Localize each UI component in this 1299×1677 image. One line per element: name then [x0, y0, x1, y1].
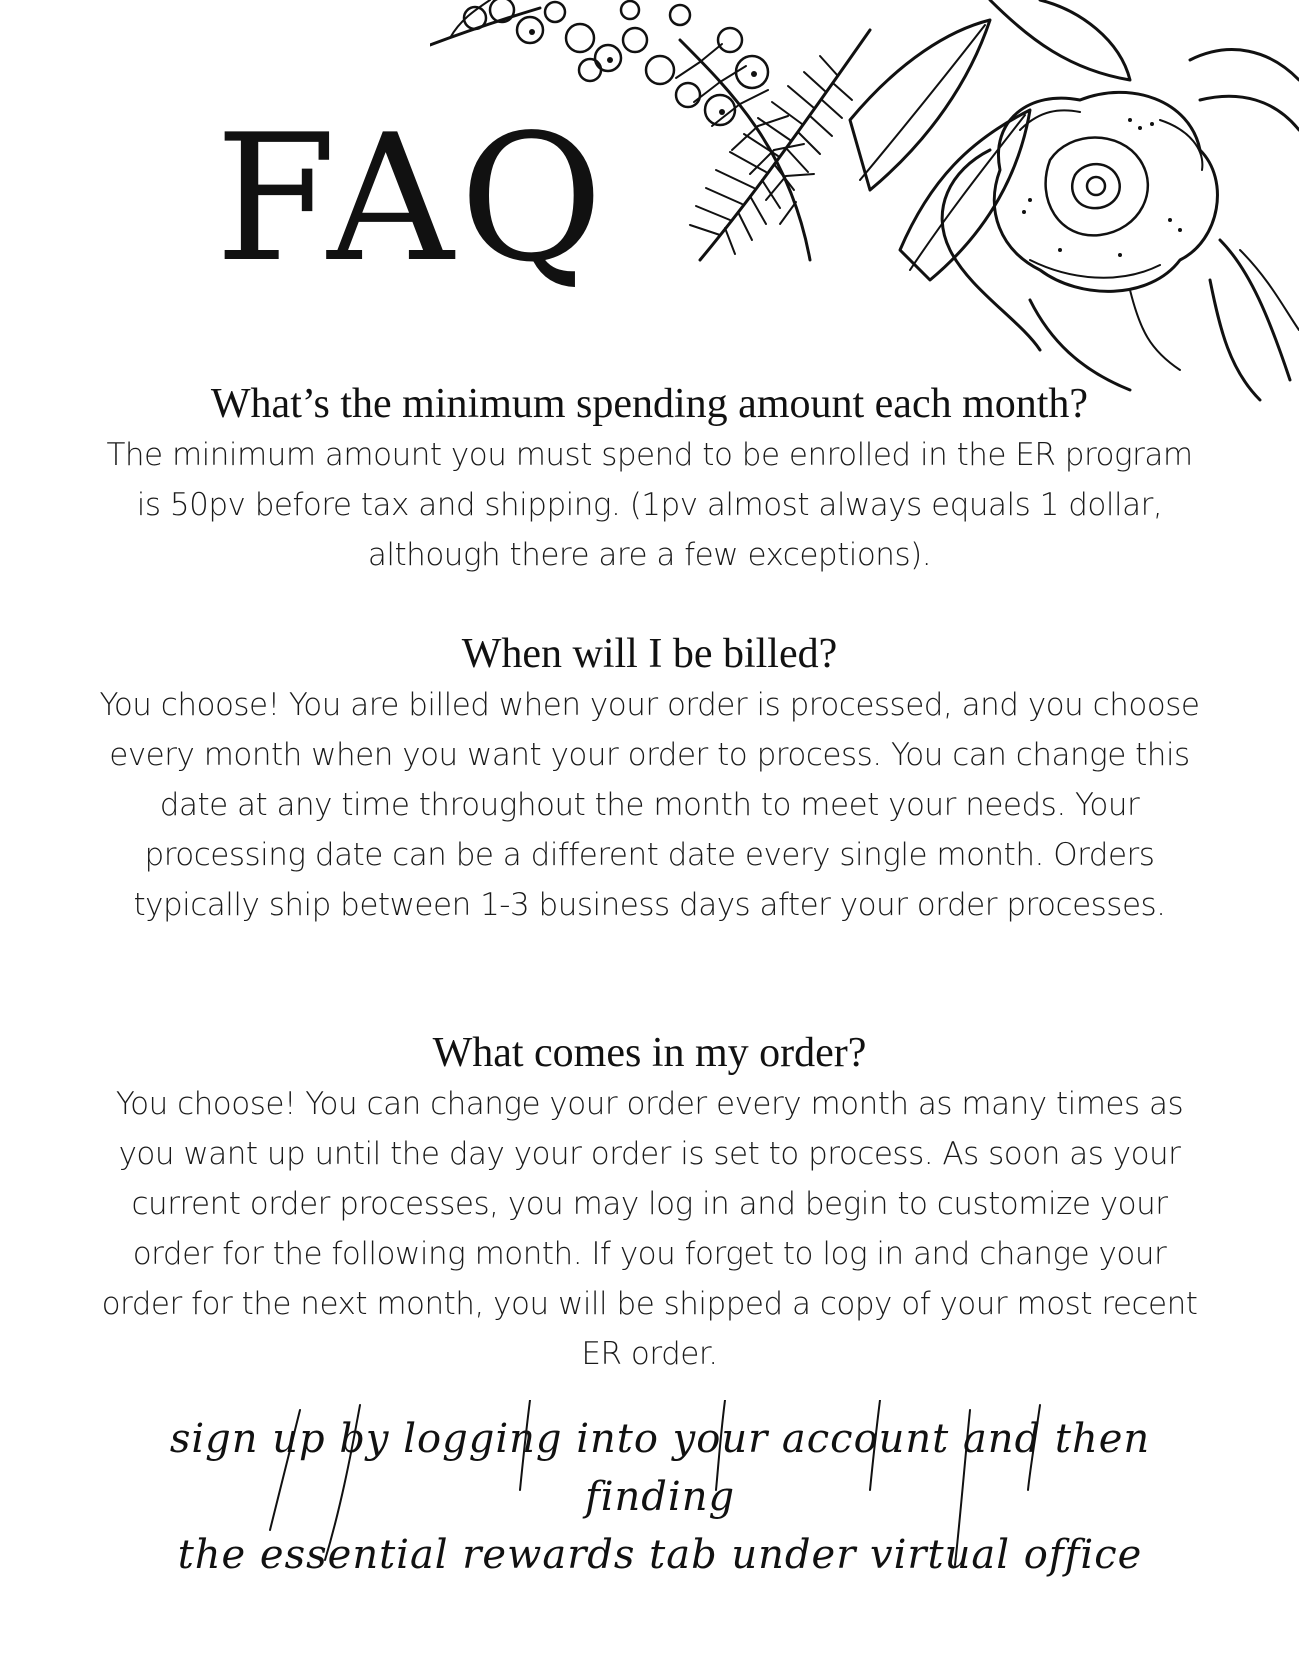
faq-question: When will I be billed? — [461, 631, 838, 677]
faq-answer: The minimum amount you must spend to be enrolled in the ER program is 50pv before tax and shipping. (1pv almost always equals 1 dollar, although there are a few exceptions). — [106, 437, 1193, 573]
signup-note-line-1: sign up by logging into your account and then finding — [169, 1416, 1151, 1520]
faq-item-minimum-spending — [90, 378, 1209, 580]
page-title: FAQ — [215, 98, 610, 301]
signup-note-line-2: the essential rewards tab under virtual office — [177, 1532, 1143, 1578]
faq-answer: You choose! You are billed when your order is processed, and you choose every month when you want your order to process. You can change this date at any time throughout the month to meet your needs. Your processing date can be a different date every single month. Orders typically ship between 1-3 business days after your order processes. — [99, 687, 1200, 923]
faq-question: What’s the minimum spending amount each month? — [210, 381, 1089, 427]
faq-item-billing — [90, 628, 1209, 930]
faq-question: What comes in my order? — [432, 1030, 867, 1076]
faq-item-order-contents — [90, 1027, 1209, 1379]
faq-answer: You choose! You can change your order every month as many times as you want up until the day your order is set to process. As soon as your current order processes, you may log in and begin to customize your order for the following month. If you forget to log in and change your order for the next month, you will be shipped a copy of your most recent ER order. — [101, 1086, 1198, 1372]
signup-note — [120, 1410, 1200, 1584]
